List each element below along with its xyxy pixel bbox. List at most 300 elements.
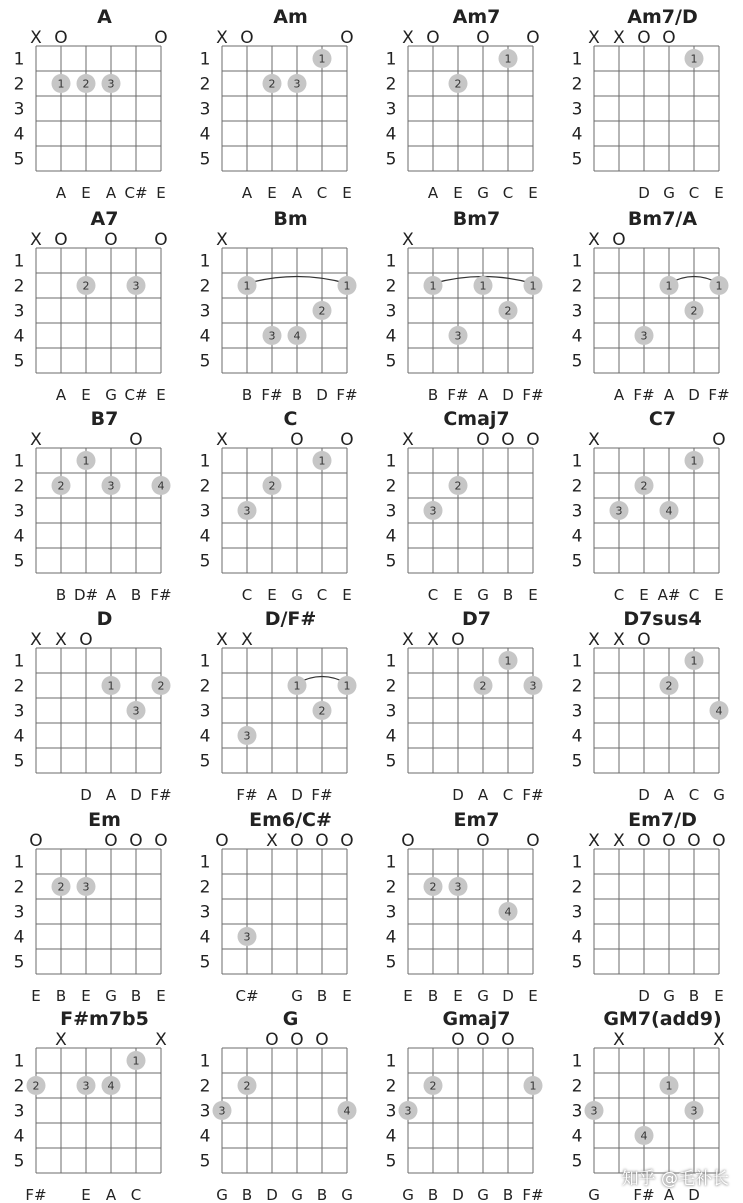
fret-number: 4 [571, 124, 583, 145]
fret-number: 3 [199, 902, 211, 923]
fret-number: 3 [571, 902, 583, 923]
note-name: G [402, 1186, 414, 1203]
open-string-marker: O [612, 230, 626, 250]
open-string-marker: O [476, 28, 490, 48]
chord-diagram [14, 408, 172, 604]
chord-name: B7 [90, 408, 119, 430]
fret-number: 1 [571, 251, 583, 272]
note-name: E [156, 386, 166, 404]
fret-number: 3 [13, 1101, 25, 1122]
finger-number: 1 [343, 279, 351, 293]
chord-name: A7 [90, 208, 119, 230]
open-string-marker: O [104, 831, 118, 851]
muted-string-marker: X [588, 831, 600, 851]
open-string-marker: O [526, 28, 540, 48]
fret-number: 5 [571, 551, 583, 572]
finger-number: 3 [82, 880, 90, 894]
note-name: D [452, 1186, 464, 1203]
note-name: C [502, 184, 514, 202]
note-name: A [241, 184, 253, 202]
open-string-marker: O [501, 1030, 515, 1050]
note-name: D [638, 184, 650, 202]
fret-number: 1 [13, 451, 25, 472]
finger-number: 3 [132, 704, 140, 718]
finger-number: 3 [404, 1104, 412, 1118]
chord-name: Am [273, 6, 308, 28]
chord-diagram [386, 408, 540, 604]
fret-number: 1 [385, 1051, 397, 1072]
open-string-marker: O [315, 1030, 329, 1050]
fret-number: 5 [385, 149, 397, 170]
muted-string-marker: X [613, 28, 625, 48]
fret-number: 2 [13, 1076, 25, 1097]
note-name: E [528, 586, 538, 604]
chord-diagram [386, 809, 540, 1005]
fret-number: 4 [13, 1126, 25, 1147]
fret-number: 3 [13, 301, 25, 322]
watermark: 知乎 @毛补长 [621, 1169, 729, 1189]
fret-number: 3 [571, 99, 583, 120]
fret-number: 2 [385, 877, 397, 898]
note-name: G [291, 987, 303, 1005]
finger-number: 3 [218, 1104, 226, 1118]
chord-diagram [386, 208, 544, 404]
fret-number: 5 [13, 952, 25, 973]
note-name: A [105, 1186, 117, 1203]
fret-number: 5 [571, 751, 583, 772]
muted-string-marker: X [613, 630, 625, 650]
fret-number: 2 [199, 676, 211, 697]
muted-string-marker: X [216, 630, 228, 650]
fret-number: 2 [13, 74, 25, 95]
note-name: F# [150, 586, 172, 604]
finger-number: 2 [57, 880, 65, 894]
open-string-marker: O [265, 1030, 279, 1050]
note-name: B [427, 987, 439, 1005]
muted-string-marker: X [588, 630, 600, 650]
fret-number: 1 [13, 852, 25, 873]
note-name: F# [522, 386, 544, 404]
muted-string-marker: X [216, 430, 228, 450]
chord-name: D/F# [264, 608, 317, 630]
note-name: B [55, 586, 67, 604]
open-string-marker: O [104, 230, 118, 250]
finger-number: 2 [57, 479, 65, 493]
note-name: B [502, 586, 514, 604]
open-string-marker: O [340, 430, 354, 450]
fret-number: 2 [385, 1076, 397, 1097]
note-name: A [105, 586, 117, 604]
fret-number: 5 [385, 551, 397, 572]
note-name: F# [522, 786, 544, 804]
open-string-marker: O [662, 831, 676, 851]
chord-name: Am7/D [627, 6, 698, 28]
finger-number: 2 [454, 77, 462, 91]
note-name: D [316, 386, 328, 404]
chord-diagram [14, 208, 168, 404]
fret-number: 5 [13, 351, 25, 372]
finger-number: 3 [293, 77, 301, 91]
fret-number: 1 [571, 1051, 583, 1072]
finger-number: 2 [318, 704, 326, 718]
fret-number: 3 [385, 701, 397, 722]
fret-number: 3 [199, 501, 211, 522]
finger-number: 3 [243, 930, 251, 944]
chord-diagram [572, 608, 729, 804]
finger-number: 3 [529, 679, 537, 693]
note-name: A [663, 386, 675, 404]
open-string-marker: O [79, 630, 93, 650]
note-name: G [291, 586, 303, 604]
fret-number: 5 [199, 551, 211, 572]
fret-number: 2 [13, 276, 25, 297]
finger-number: 2 [690, 304, 698, 318]
open-string-marker: O [315, 831, 329, 851]
chord-name: C [283, 408, 298, 430]
open-string-marker: O [451, 1030, 465, 1050]
finger-number: 2 [429, 880, 437, 894]
muted-string-marker: X [402, 28, 414, 48]
finger-number: 1 [318, 52, 326, 66]
finger-number: 2 [268, 479, 276, 493]
chord-diagram [14, 1008, 168, 1203]
open-string-marker: O [290, 831, 304, 851]
finger-number: 2 [640, 479, 648, 493]
open-string-marker: O [451, 630, 465, 650]
finger-number: 3 [82, 1079, 90, 1093]
open-string-marker: O [476, 831, 490, 851]
fret-number: 1 [13, 49, 25, 70]
note-name: C [316, 586, 328, 604]
fret-number: 1 [199, 49, 211, 70]
note-name: G [477, 184, 489, 202]
finger-number: 4 [665, 504, 673, 518]
note-name: G [588, 1186, 600, 1203]
note-name: A [105, 184, 117, 202]
fret-number: 2 [385, 676, 397, 697]
note-name: B [427, 1186, 439, 1203]
finger-number: 4 [715, 704, 723, 718]
note-name: A [55, 184, 67, 202]
note-name: B [55, 987, 67, 1005]
chord-diagram [386, 608, 544, 804]
note-name: F# [150, 786, 172, 804]
fret-number: 3 [13, 99, 25, 120]
note-name: F# [447, 386, 469, 404]
fret-number: 2 [571, 74, 583, 95]
chord-diagram [572, 809, 726, 1005]
fret-number: 5 [385, 952, 397, 973]
note-name: B [316, 1186, 328, 1203]
fret-number: 1 [199, 251, 211, 272]
note-name: D [638, 987, 650, 1005]
note-name: D [502, 987, 514, 1005]
fret-number: 3 [385, 1101, 397, 1122]
note-name: B [241, 1186, 253, 1203]
note-name: A [55, 386, 67, 404]
finger-number: 1 [665, 1079, 673, 1093]
fret-number: 2 [13, 676, 25, 697]
finger-number: 2 [429, 1079, 437, 1093]
note-name: D# [73, 586, 99, 604]
note-name: E [528, 987, 538, 1005]
fret-number: 1 [571, 451, 583, 472]
note-name: F# [336, 386, 358, 404]
muted-string-marker: X [266, 831, 278, 851]
fret-number: 5 [199, 1151, 211, 1172]
finger-number: 3 [132, 279, 140, 293]
open-string-marker: O [340, 28, 354, 48]
chord-name: Bm [273, 208, 308, 230]
muted-string-marker: X [588, 230, 600, 250]
fret-number: 1 [385, 251, 397, 272]
fret-number: 1 [199, 451, 211, 472]
fret-number: 4 [571, 1126, 583, 1147]
chord-name: C7 [648, 408, 677, 430]
fret-number: 1 [571, 852, 583, 873]
note-name: B [688, 987, 700, 1005]
note-name: G [105, 386, 117, 404]
note-name: C [688, 586, 700, 604]
finger-number: 1 [82, 454, 90, 468]
chord-name: A [97, 6, 112, 28]
note-name: D [638, 786, 650, 804]
open-string-marker: O [54, 230, 68, 250]
muted-string-marker: X [30, 28, 42, 48]
note-name: G [216, 1186, 228, 1203]
fret-number: 1 [199, 852, 211, 873]
note-name: E [342, 987, 352, 1005]
fret-number: 2 [13, 877, 25, 898]
note-name: E [81, 184, 91, 202]
open-string-marker: O [401, 831, 415, 851]
fret-number: 4 [571, 726, 583, 747]
fret-number: 5 [571, 149, 583, 170]
chord-diagram [200, 208, 358, 404]
fret-number: 4 [385, 124, 397, 145]
fret-number: 5 [13, 551, 25, 572]
note-name: E [31, 987, 41, 1005]
note-name: G [341, 1186, 353, 1203]
fret-number: 3 [13, 902, 25, 923]
finger-number: 3 [590, 1104, 598, 1118]
open-string-marker: O [662, 28, 676, 48]
note-name: A [613, 386, 625, 404]
open-string-marker: O [29, 831, 43, 851]
open-string-marker: O [637, 630, 651, 650]
note-name: A [291, 184, 303, 202]
fret-number: 2 [571, 476, 583, 497]
note-name: F# [311, 786, 333, 804]
note-name: F# [261, 386, 283, 404]
finger-number: 4 [343, 1104, 351, 1118]
note-name: G [477, 1186, 489, 1203]
finger-number: 2 [318, 304, 326, 318]
finger-number: 2 [157, 679, 165, 693]
finger-number: 2 [504, 304, 512, 318]
note-name: E [453, 586, 463, 604]
note-name: A [477, 386, 489, 404]
chord-name: Bm7 [452, 208, 501, 230]
finger-number: 3 [107, 479, 115, 493]
note-name: G [663, 184, 675, 202]
fret-number: 2 [571, 877, 583, 898]
note-name: D [291, 786, 303, 804]
note-name: A [266, 786, 278, 804]
note-name: G [105, 987, 117, 1005]
finger-number: 2 [82, 77, 90, 91]
chord-name: GM7(add9) [603, 1008, 722, 1030]
fret-number: 3 [571, 701, 583, 722]
note-name: B [291, 386, 303, 404]
finger-number: 1 [343, 679, 351, 693]
muted-string-marker: X [216, 28, 228, 48]
note-name: E [528, 184, 538, 202]
note-name: D [688, 386, 700, 404]
fret-number: 1 [385, 651, 397, 672]
finger-number: 3 [640, 329, 648, 343]
finger-number: 3 [268, 329, 276, 343]
note-name: F# [708, 386, 730, 404]
fret-number: 5 [385, 1151, 397, 1172]
chord-diagram [200, 809, 354, 1005]
chord-name: D [96, 608, 113, 630]
open-string-marker: O [476, 1030, 490, 1050]
fret-number: 4 [385, 726, 397, 747]
fret-number: 5 [199, 751, 211, 772]
open-string-marker: O [290, 1030, 304, 1050]
muted-string-marker: X [55, 630, 67, 650]
open-string-marker: O [129, 831, 143, 851]
note-name: C [688, 786, 700, 804]
fret-number: 3 [13, 701, 25, 722]
finger-number: 3 [454, 880, 462, 894]
finger-number: 1 [479, 279, 487, 293]
fret-number: 2 [199, 276, 211, 297]
note-name: F# [633, 1186, 655, 1203]
open-string-marker: O [154, 831, 168, 851]
fret-number: 3 [385, 501, 397, 522]
finger-number: 1 [504, 52, 512, 66]
fret-number: 3 [199, 301, 211, 322]
chord-name: D7 [462, 608, 491, 630]
chord-name: D7sus4 [623, 608, 702, 630]
note-name: A# [657, 586, 681, 604]
chord-diagram [14, 608, 172, 804]
fret-number: 1 [13, 251, 25, 272]
finger-number: 1 [529, 1079, 537, 1093]
chord-diagram [386, 6, 540, 202]
fret-number: 1 [385, 451, 397, 472]
open-string-marker: O [687, 831, 701, 851]
fret-number: 2 [385, 276, 397, 297]
fret-number: 1 [571, 651, 583, 672]
muted-string-marker: X [216, 230, 228, 250]
open-string-marker: O [712, 831, 726, 851]
fret-number: 3 [199, 701, 211, 722]
fret-number: 3 [13, 501, 25, 522]
fret-number: 2 [385, 74, 397, 95]
chord-name: Em7/D [628, 809, 697, 831]
finger-number: 1 [293, 679, 301, 693]
fret-number: 5 [13, 1151, 25, 1172]
chord-name: Em7 [453, 809, 500, 831]
note-name: E [156, 184, 166, 202]
finger-number: 2 [268, 77, 276, 91]
fret-number: 3 [385, 301, 397, 322]
fret-number: 5 [13, 751, 25, 772]
chord-diagram [200, 408, 354, 604]
finger-number: 1 [690, 654, 698, 668]
note-name: A [477, 786, 489, 804]
note-name: G [291, 1186, 303, 1203]
fret-number: 5 [385, 351, 397, 372]
muted-string-marker: X [613, 831, 625, 851]
finger-number: 4 [640, 1129, 648, 1143]
open-string-marker: O [712, 430, 726, 450]
finger-number: 1 [429, 279, 437, 293]
note-name: G [477, 586, 489, 604]
finger-number: 4 [504, 905, 512, 919]
fret-number: 4 [13, 526, 25, 547]
note-name: C# [124, 184, 148, 202]
open-string-marker: O [476, 430, 490, 450]
note-name: A [427, 184, 439, 202]
chord-diagram [572, 408, 726, 604]
finger-number: 1 [107, 679, 115, 693]
muted-string-marker: X [30, 230, 42, 250]
chord-diagram [14, 809, 168, 1005]
fret-number: 4 [385, 526, 397, 547]
note-name: C [688, 184, 700, 202]
chord-diagram [200, 608, 357, 804]
fret-number: 3 [199, 99, 211, 120]
open-string-marker: O [129, 430, 143, 450]
fret-number: 3 [199, 1101, 211, 1122]
finger-number: 3 [615, 504, 623, 518]
chord-name: Em6/C# [249, 809, 332, 831]
fret-number: 3 [571, 1101, 583, 1122]
open-string-marker: O [290, 430, 304, 450]
open-string-marker: O [340, 831, 354, 851]
finger-number: 1 [715, 279, 723, 293]
open-string-marker: O [240, 28, 254, 48]
fret-number: 4 [13, 326, 25, 347]
chord-name: Bm7/A [627, 208, 698, 230]
fret-number: 4 [199, 526, 211, 547]
fret-number: 2 [571, 1076, 583, 1097]
open-string-marker: O [637, 831, 651, 851]
note-name: E [714, 987, 724, 1005]
fret-number: 1 [199, 1051, 211, 1072]
note-name: F# [236, 786, 258, 804]
note-name: C [316, 184, 328, 202]
fret-number: 2 [13, 476, 25, 497]
fret-number: 1 [13, 1051, 25, 1072]
note-name: B [130, 987, 142, 1005]
note-name: B [427, 386, 439, 404]
open-string-marker: O [54, 28, 68, 48]
note-name: G [713, 786, 725, 804]
finger-number: 3 [107, 77, 115, 91]
note-name: D [266, 1186, 278, 1203]
finger-number: 2 [479, 679, 487, 693]
fret-number: 5 [571, 952, 583, 973]
note-name: E [342, 184, 352, 202]
note-name: D [130, 786, 142, 804]
open-string-marker: O [501, 430, 515, 450]
fret-number: 5 [571, 351, 583, 372]
